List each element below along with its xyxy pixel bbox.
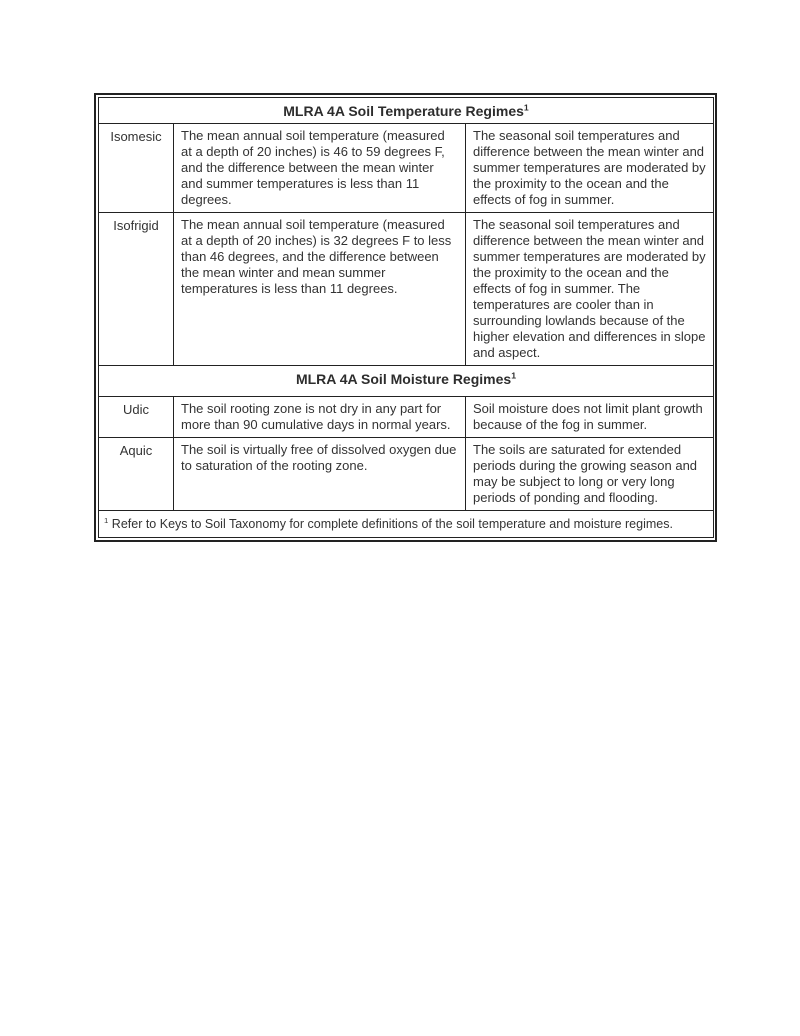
regimes-table [98,97,714,538]
soil-regimes-table [94,93,717,542]
footnote-text: Refer to Keys to Soil Taxonomy for complete definitions of the soil temperature and moisture regimes. [111,517,673,531]
regime-effect: The soils are saturated for extended periods during the growing season and may be subject to long or very long periods of ponding and flooding. [466,438,714,511]
table-row [99,511,714,538]
regime-term: Isofrigid [99,213,174,366]
moisture-regimes-header [99,366,714,397]
table-row [99,366,714,397]
footnote-marker: 1 [511,370,517,381]
table-row [99,397,714,438]
temperature-regimes-header [99,98,714,124]
regime-term: Isomesic [99,124,174,213]
regime-effect: Soil moisture does not limit plant growth because of the fog in summer. [466,397,714,438]
regime-effect: The seasonal soil temperatures and difference between the mean winter and summer temperatures are moderated by the proximity to the ocean and the effects of fog in summer. The temperatures are cooler than in surrounding lowlands because of the higher elevation and differences in slope and aspect. [466,213,714,366]
table-row [99,213,714,366]
regime-definition: The mean annual soil temperature (measured at a depth of 20 inches) is 32 degrees F to less than 46 degrees, and the difference between the mean winter and mean summer temperatures is less than 11 degrees. [174,213,466,366]
table-footnote [99,511,714,538]
regime-definition: The mean annual soil temperature (measured at a depth of 20 inches) is 46 to 59 degrees F, and the difference between the mean winter and summer temperatures is less than 11 degrees. [174,124,466,213]
regime-definition: The soil is virtually free of dissolved oxygen due to saturation of the rooting zone. [174,438,466,511]
table-row [99,98,714,124]
regime-definition: The soil rooting zone is not dry in any part for more than 90 cumulative days in normal years. [174,397,466,438]
regime-effect: The seasonal soil temperatures and difference between the mean winter and summer temperatures are moderated by the proximity to the ocean and the effects of fog in summer. [466,124,714,213]
footnote-marker: 1 [104,515,109,525]
table-row [99,438,714,511]
table-row [99,124,714,213]
regime-term: Udic [99,397,174,438]
regime-term: Aquic [99,438,174,511]
footnote-marker: 1 [523,102,529,113]
section-title-text: MLRA 4A Soil Temperature Regimes [283,103,524,119]
section-title-text: MLRA 4A Soil Moisture Regimes [295,371,512,387]
